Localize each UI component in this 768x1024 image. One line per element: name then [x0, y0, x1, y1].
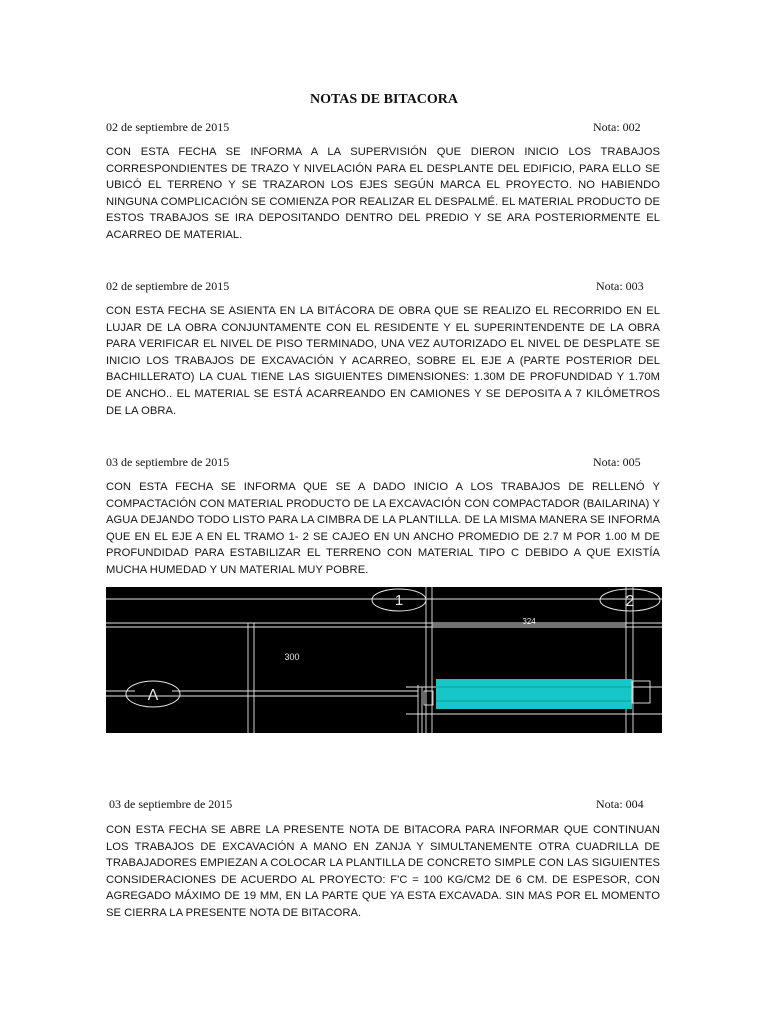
foundation-plan-image: [106, 587, 662, 733]
foundation-plan-drawing: [106, 587, 662, 733]
entry-date: 02 de septiembre de 2015: [106, 279, 230, 293]
entry-nota-number: Nota: 002: [593, 120, 641, 134]
entry-meta: [106, 455, 666, 471]
entry-date: 03 de septiembre de 2015: [106, 455, 230, 469]
footing-highlight: [436, 679, 632, 709]
entry-nota-number: Nota: 005: [593, 455, 641, 469]
entry-date: 02 de septiembre de 2015: [106, 120, 230, 134]
dimension-label-300: 300: [284, 652, 300, 662]
axis-label-2: 2: [625, 593, 635, 610]
entry-nota-number: Nota: 004: [596, 797, 644, 811]
entry-meta: [106, 279, 666, 295]
entry-text: CON ESTA FECHA SE ABRE LA PRESENTE NOTA DE BITACORA PARA INFORMAR QUE CONTINUAN LOS TRABAJOS DE EXCAVACIÓN A MANO EN ZANJA Y SIMULTANEMENTE OTRA CUADRILLA DE TRABAJADORES EMPIEZAN A COLOCAR LA PLANTILLA DE CONCRETO SIMPLE CON LAS SIGUIENTES CONSIDERACIONES DE ACUERDO AL PROYECTO: F'C = 100 KG/CM2 DE 6 CM. DE ESPESOR, CON AGREGADO MÁXIMO DE 19 MM, EN LA PARTE QUE YA ESTA EXCAVADA. SIN MAS POR EL MOMENTO SE CIERRA LA PRESENTE NOTA DE BITACORA.: [106, 824, 660, 919]
entry-meta: [106, 120, 666, 136]
document-title: NOTAS DE BITACORA: [309, 92, 459, 107]
entry-text: CON ESTA FECHA SE INFORMA A LA SUPERVISIÓN QUE DIERON INICIO LOS TRABAJOS CORRESPONDIENTES DE TRAZO Y NIVELACIÓN PARA EL DESPLANTE DEL EDIFICIO, PARA ELLO SE UBICÓ EL TERRENO Y SE TRAZARON LOS EJES SEGÚN MARCA EL PROYECTO. NO HABIENDO NINGUNA COMPLICACIÓN SE COMIENZA POR REALIZAR EL DESPALMÉ. EL MATERIAL PRODUCTO DE ESTOS TRABAJOS SE IRA DEPOSITANDO DENTRO DEL PREDIO Y SE ARA POSTERIORMENTE EL ACARREO DE MATERIAL.: [106, 146, 660, 241]
entry-date: 03 de septiembre de 2015: [109, 797, 233, 811]
entry-nota-number: Nota: 003: [596, 279, 644, 293]
axis-label-a: A: [147, 687, 159, 704]
entry-meta: [109, 797, 669, 813]
entry-text: CON ESTA FECHA SE INFORMA QUE SE A DADO INICIO A LOS TRABAJOS DE RELLENÓ Y COMPACTACIÓN CON MATERIAL PRODUCTO DE LA EXCAVACIÓN CON COMPACTADOR (BAILARINA) Y AGUA DEJANDO TODO LISTO PARA LA CIMBRA DE LA PLANTILLA. DE LA MISMA MANERA SE INFORMA QUE EN EL EJE A EN EL TRAMO 1- 2 SE CAJEO EN UN ANCHO PROMEDIO DE 2.7 M POR 1.00 M DE PROFUNDIDAD PARA ESTABILIZAR EL TERRENO CON MATERIAL TIPO C DEBIDO A QUE EXISTÍA MUCHA HUMEDAD Y UN MATERIAL MUY POBRE.: [106, 481, 660, 576]
axis-label-1: 1: [394, 592, 404, 609]
dimension-label-324: 324: [522, 617, 536, 626]
entry-text: CON ESTA FECHA SE ASIENTA EN LA BITÁCORA DE OBRA QUE SE REALIZO EL RECORRIDO EN EL LUJAR DE LA OBRA CONJUNTAMENTE CON EL RESIDENTE Y EL SUPERINTENDENTE DE LA OBRA PARA VERIFICAR EL NIVEL DE PISO TERMINADO, UNA VEZ AUTORIZADO EL NIVEL DE DESPLATE SE INICIO LOS TRABAJOS DE EXCAVACIÓN Y ACARREO, SOBRE EL EJE A (PARTE POSTERIOR DEL BACHILLERATO) LA CUAL TIENE LAS SIGUIENTES DIMENSIONES: 1.30M DE PROFUNDIDAD Y 1.70M DE ANCHO.. EL MATERIAL SE ESTÁ ACARREANDO EN CAMIONES Y SE DEPOSITA A 7 KILÓMETROS DE LA OBRA.: [106, 305, 660, 417]
